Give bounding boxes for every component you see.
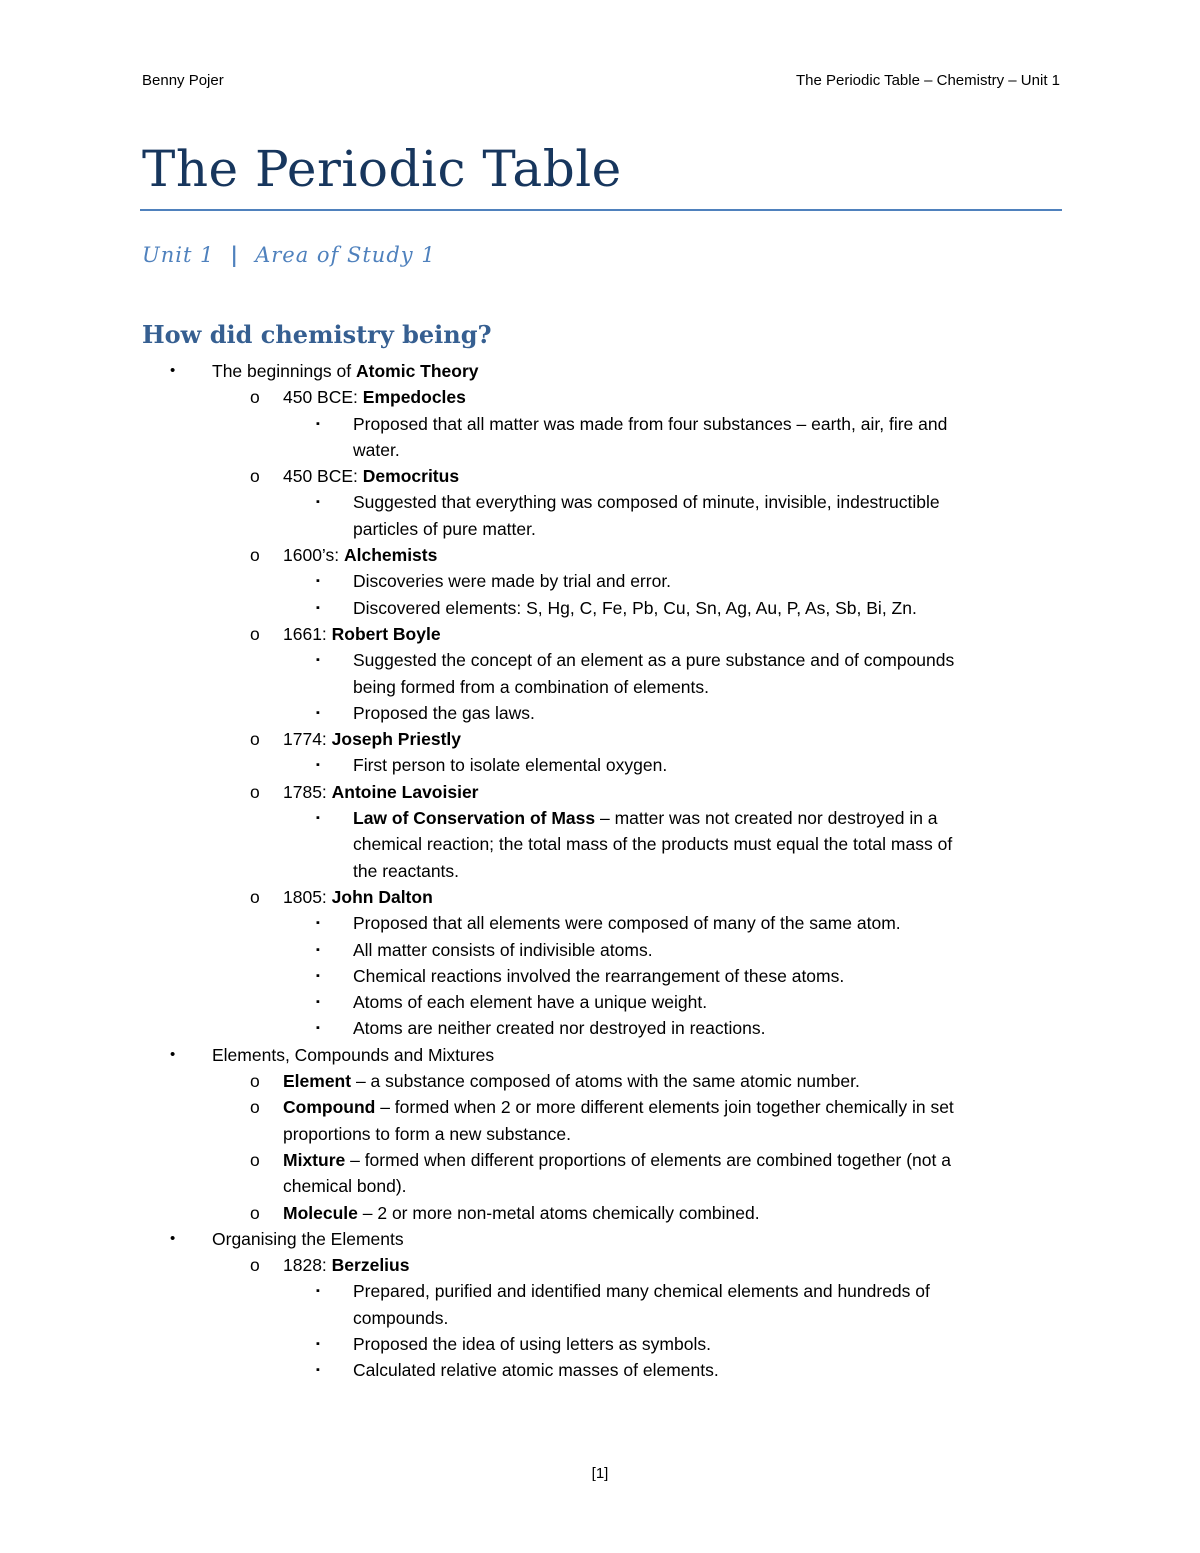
- list-item: [0, 1094, 1200, 1120]
- item-text: Proposed that all matter was made from four substances – earth, air, fire and: [353, 413, 948, 434]
- bullet-list: [0, 358, 1200, 1384]
- item-term: Law of Conservation of Mass: [353, 808, 596, 829]
- list-item: [0, 384, 1200, 410]
- page-title: The Periodic Table: [142, 140, 622, 198]
- list-item: [0, 937, 1200, 963]
- item-text: – 2 or more non-metal atoms chemically combined.: [357, 1202, 760, 1223]
- list-item-continued: [0, 831, 1200, 857]
- list-item: [0, 1147, 1200, 1173]
- item-date: 450 BCE:: [283, 387, 363, 408]
- bullet-marker: •: [170, 1229, 176, 1247]
- list-item: [0, 595, 1200, 621]
- item-text: chemical bond).: [283, 1176, 407, 1197]
- list-item-continued: [0, 437, 1200, 463]
- bullet-marker: •: [170, 1045, 176, 1063]
- circle-marker: o: [250, 1202, 260, 1223]
- square-marker: ▪: [316, 969, 320, 982]
- circle-marker: o: [250, 1255, 260, 1276]
- list-item: [0, 1278, 1200, 1304]
- list-item: [0, 884, 1200, 910]
- list-item-continued: [0, 858, 1200, 884]
- circle-marker: o: [250, 466, 260, 487]
- item-text: – formed when 2 or more different elements join together chemically in set: [375, 1097, 954, 1118]
- list-item-continued: [0, 1173, 1200, 1199]
- item-date: 1805:: [283, 886, 332, 907]
- list-item: [0, 910, 1200, 936]
- item-text: Atoms are neither created nor destroyed in reactions.: [353, 1018, 766, 1039]
- circle-marker: o: [250, 387, 260, 408]
- square-marker: ▪: [316, 496, 320, 509]
- item-text: Prepared, purified and identified many chemical elements and hundreds of: [353, 1281, 930, 1302]
- item-text: First person to isolate elemental oxygen.: [353, 755, 668, 776]
- title-underline: [140, 209, 1062, 211]
- page-number: [1]: [591, 1465, 609, 1482]
- header-author: Benny Pojer: [142, 72, 224, 89]
- square-marker: ▪: [316, 917, 320, 930]
- header-doc-title: The Periodic Table – Chemistry – Unit 1: [795, 72, 1060, 89]
- list-item: [0, 1068, 1200, 1094]
- circle-marker: o: [250, 1071, 260, 1092]
- list-item: [0, 1042, 1200, 1068]
- item-name: John Dalton: [331, 886, 433, 907]
- item-text: – a substance composed of atoms with the same atomic number.: [351, 1071, 860, 1092]
- item-name: Antoine Lavoisier: [331, 781, 479, 802]
- item-text: being formed from a combination of elements.: [353, 676, 710, 697]
- subtitle-separator: |: [230, 242, 240, 267]
- square-marker: ▪: [316, 575, 320, 588]
- square-marker: ▪: [316, 759, 320, 772]
- list-item: [0, 1226, 1200, 1252]
- item-text: Proposed that all elements were composed of many of the same atom.: [353, 913, 901, 934]
- item-term: Molecule: [283, 1202, 358, 1223]
- square-marker: ▪: [316, 601, 320, 614]
- item-date: 1661:: [283, 623, 332, 644]
- section-heading: How did chemistry being?: [142, 320, 492, 349]
- square-marker: ▪: [316, 417, 320, 430]
- list-item: [0, 568, 1200, 594]
- list-item: [0, 463, 1200, 489]
- item-date: 1785:: [283, 781, 332, 802]
- circle-marker: o: [250, 781, 260, 802]
- subtitle-area: Area of Study 1: [255, 243, 436, 267]
- item-text: Proposed the idea of using letters as symbols.: [353, 1333, 711, 1354]
- item-text: particles of pure matter.: [353, 518, 536, 539]
- list-item: [0, 1331, 1200, 1357]
- item-name: Alchemists: [343, 545, 438, 566]
- item-text: Elements, Compounds and Mixtures: [212, 1044, 495, 1065]
- item-text: Suggested the concept of an element as a pure substance and of compounds: [353, 650, 955, 671]
- list-item: [0, 779, 1200, 805]
- list-item: [0, 700, 1200, 726]
- list-item: [0, 411, 1200, 437]
- circle-marker: o: [250, 545, 260, 566]
- bullet-marker: •: [170, 362, 176, 379]
- list-item: [0, 542, 1200, 568]
- item-term: Mixture: [283, 1149, 346, 1170]
- list-item: [0, 1200, 1200, 1226]
- list-item: [0, 621, 1200, 647]
- item-text: Organising the Elements: [212, 1228, 404, 1249]
- item-text: proportions to form a new substance.: [283, 1123, 571, 1144]
- item-text: Calculated relative atomic masses of elements.: [353, 1360, 719, 1381]
- item-bold: Atomic Theory: [356, 361, 479, 381]
- circle-marker: o: [250, 1149, 260, 1170]
- item-date: 1600’s:: [283, 545, 344, 566]
- item-text: – formed when different proportions of elements are combined together (not a: [345, 1149, 951, 1170]
- list-item: [0, 726, 1200, 752]
- item-text: Discoveries were made by trial and error.: [353, 571, 672, 592]
- subtitle-unit: Unit 1: [142, 243, 215, 267]
- item-text: Proposed the gas laws.: [353, 702, 535, 723]
- item-name: Democritus: [362, 466, 460, 487]
- square-marker: ▪: [316, 1022, 320, 1035]
- item-term: Compound: [283, 1097, 376, 1118]
- list-item: [0, 989, 1200, 1015]
- item-text: the reactants.: [353, 860, 460, 881]
- square-marker: ▪: [316, 943, 320, 956]
- item-name: Joseph Priestly: [331, 729, 462, 750]
- item-text: All matter consists of indivisible atoms.: [353, 939, 653, 960]
- list-item-continued: [0, 1121, 1200, 1147]
- item-text: water.: [353, 439, 400, 460]
- list-item: [0, 489, 1200, 515]
- square-marker: ▪: [316, 1364, 320, 1377]
- circle-marker: o: [250, 1097, 260, 1118]
- item-text: Chemical reactions involved the rearrangement of these atoms.: [353, 965, 845, 986]
- square-marker: ▪: [316, 706, 320, 719]
- item-text: Suggested that everything was composed of minute, invisible, indestructible: [353, 492, 940, 513]
- item-name: Robert Boyle: [331, 623, 441, 644]
- square-marker: ▪: [316, 1285, 320, 1298]
- item-term: Element: [283, 1071, 352, 1092]
- item-text: The beginnings of: [212, 361, 356, 381]
- subtitle: [142, 242, 436, 267]
- circle-marker: o: [250, 886, 260, 907]
- item-text: Atoms of each element have a unique weight.: [353, 992, 708, 1013]
- item-date: 450 BCE:: [283, 466, 363, 487]
- square-marker: ▪: [316, 812, 320, 825]
- list-item: [0, 1357, 1200, 1383]
- item-text: compounds.: [353, 1307, 449, 1328]
- item-text: Discovered elements: S, Hg, C, Fe, Pb, Cu, Sn, Ag, Au, P, As, Sb, Bi, Zn.: [353, 597, 917, 618]
- item-date: 1774:: [283, 729, 332, 750]
- square-marker: ▪: [316, 996, 320, 1009]
- item-date: 1828:: [283, 1255, 332, 1276]
- list-item-continued: [0, 1305, 1200, 1331]
- list-item: [0, 752, 1200, 778]
- list-item-continued: [0, 674, 1200, 700]
- item-name: Berzelius: [331, 1255, 410, 1276]
- list-item-continued: [0, 516, 1200, 542]
- square-marker: ▪: [316, 1337, 320, 1350]
- list-item: [0, 1015, 1200, 1041]
- list-item: [0, 1252, 1200, 1278]
- list-item: [0, 647, 1200, 673]
- item-text: – matter was not created nor destroyed in a: [595, 808, 938, 829]
- list-item: [0, 805, 1200, 831]
- square-marker: ▪: [316, 654, 320, 667]
- circle-marker: o: [250, 623, 260, 644]
- list-item: [0, 358, 1200, 384]
- item-name: Empedocles: [362, 387, 466, 408]
- circle-marker: o: [250, 729, 260, 750]
- item-text: chemical reaction; the total mass of the products must equal the total mass of: [353, 834, 953, 855]
- list-item: [0, 963, 1200, 989]
